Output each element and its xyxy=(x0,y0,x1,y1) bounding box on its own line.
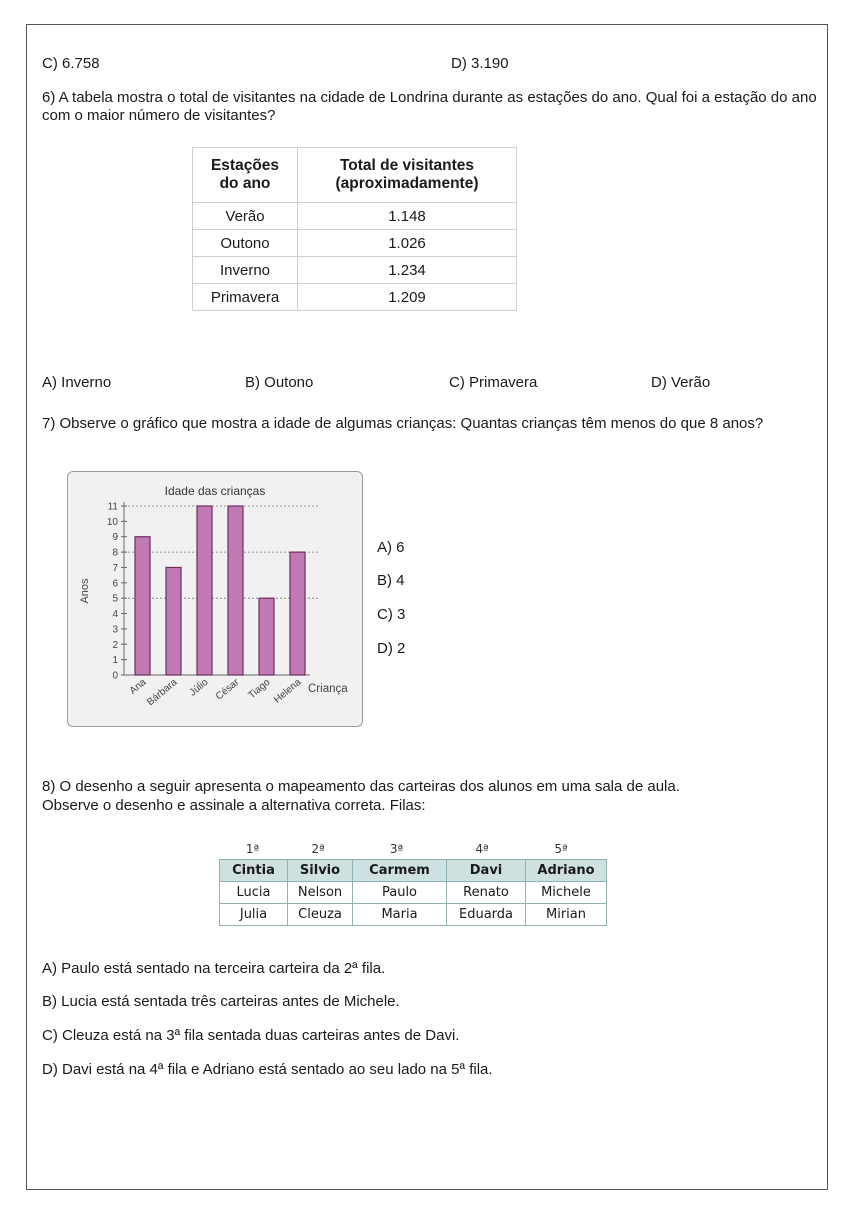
q8-option-b: B) Lucia está sentada três carteiras antes de Michele. xyxy=(42,993,400,1010)
table-row xyxy=(193,284,517,311)
season-cell: Verão xyxy=(193,203,298,230)
bar xyxy=(290,552,305,675)
q6-question: 6) A tabela mostra o total de visitantes na cidade de Londrina durante as estações do ano. Qual foi a estação do ano com o maior número de visitantes? xyxy=(42,89,817,124)
table-row xyxy=(193,203,517,230)
seat-cell: Eduarda xyxy=(447,904,526,926)
bar xyxy=(197,506,212,675)
age-bar-chart xyxy=(68,472,362,726)
row-label: 1ª xyxy=(245,842,260,856)
q5-option-c: C) 6.758 xyxy=(42,55,100,72)
worksheet-page xyxy=(26,24,828,1190)
y-tick-label: 1 xyxy=(112,655,118,667)
seat-cell: Paulo xyxy=(353,882,447,904)
season-cell: Inverno xyxy=(193,257,298,284)
y-tick-label: 3 xyxy=(112,624,118,636)
x-axis-label: Criança xyxy=(308,683,348,695)
y-tick-label: 5 xyxy=(112,593,118,605)
visitors-cell: 1.026 xyxy=(298,230,517,257)
visitors-cell: 1.234 xyxy=(298,257,517,284)
seat-cell: Renato xyxy=(447,882,526,904)
seat-cell: Michele xyxy=(526,882,607,904)
row-label: 4ª xyxy=(475,842,489,856)
q6-option-a: A) Inverno xyxy=(42,374,112,391)
q7-option-c: C) 3 xyxy=(377,606,406,623)
age-chart-panel xyxy=(67,471,363,727)
q7-option-d: D) 2 xyxy=(377,640,406,657)
x-tick-label: Tiago xyxy=(246,676,273,702)
visitors-cell: 1.209 xyxy=(298,284,517,311)
bar xyxy=(166,567,181,675)
season-cell: Primavera xyxy=(193,284,298,311)
y-tick-label: 9 xyxy=(112,532,118,544)
x-tick-label: Helena xyxy=(272,676,304,706)
table-row xyxy=(220,882,607,904)
bar xyxy=(135,537,150,675)
seat-cell: Carmem xyxy=(353,860,447,882)
header-visitors: Total de visitantes (aproximadamente) xyxy=(298,148,517,203)
y-tick-label: 11 xyxy=(107,501,118,513)
y-tick-label: 8 xyxy=(112,547,118,559)
y-tick-label: 10 xyxy=(106,516,118,528)
y-tick-label: 2 xyxy=(112,639,118,651)
header-seasons: Estações do ano xyxy=(193,148,298,203)
q8-option-a: A) Paulo está sentado na terceira carteira da 2ª fila. xyxy=(42,960,386,977)
table-row xyxy=(220,860,607,882)
q7-option-b: B) 4 xyxy=(377,572,405,589)
y-tick-label: 6 xyxy=(112,578,118,590)
seat-cell: Cintia xyxy=(220,860,288,882)
q7-option-a: A) 6 xyxy=(377,539,405,556)
visitors-table-header xyxy=(193,148,517,203)
seat-cell: Davi xyxy=(447,860,526,882)
seat-cell: Mirian xyxy=(526,904,607,926)
q8-option-d: D) Davi está na 4ª fila e Adriano está sentado ao seu lado na 5ª fila. xyxy=(42,1061,493,1078)
q8-question-line1: 8) O desenho a seguir apresenta o mapeamento das carteiras dos alunos em uma sala de aula. xyxy=(42,778,680,795)
bar xyxy=(259,598,274,675)
seat-cell: Silvio xyxy=(288,860,353,882)
x-tick-label: Bárbara xyxy=(145,676,180,709)
q7-question: 7) Observe o gráfico que mostra a idade de algumas crianças: Quantas crianças têm menos do que 8 anos? xyxy=(42,415,764,432)
seat-map xyxy=(219,839,607,926)
x-tick-label: Júlio xyxy=(187,676,211,699)
seat-cell: Julia xyxy=(220,904,288,926)
q6-option-b: B) Outono xyxy=(245,374,314,391)
q8-question-line2: Observe o desenho e assinale a alternativa correta. Filas: xyxy=(42,797,426,814)
row-label: 5ª xyxy=(554,842,568,856)
seat-cell: Lucia xyxy=(220,882,288,904)
x-tick-label: Ana xyxy=(127,676,149,697)
season-cell: Outono xyxy=(193,230,298,257)
q6-option-d: D) Verão xyxy=(651,374,711,391)
row-label: 3ª xyxy=(389,842,404,856)
row-label: 2ª xyxy=(311,842,325,856)
bar xyxy=(228,506,243,675)
chart-title: Idade das crianças xyxy=(164,484,266,498)
table-row xyxy=(220,904,607,926)
table-row xyxy=(193,257,517,284)
visitors-table xyxy=(192,147,517,311)
table-row xyxy=(193,230,517,257)
seat-cell: Cleuza xyxy=(288,904,353,926)
q8-option-c: C) Cleuza está na 3ª fila sentada duas carteiras antes de Davi. xyxy=(42,1027,460,1044)
y-axis-label: Anos xyxy=(79,578,91,604)
visitors-cell: 1.148 xyxy=(298,203,517,230)
q6-option-c: C) Primavera xyxy=(449,374,538,391)
seat-cell: Maria xyxy=(353,904,447,926)
y-tick-label: 4 xyxy=(112,609,118,621)
q5-option-d: D) 3.190 xyxy=(451,55,509,72)
y-tick-label: 7 xyxy=(112,562,118,574)
seat-cell: Nelson xyxy=(288,882,353,904)
seat-table xyxy=(219,859,607,926)
x-tick-label: César xyxy=(213,676,242,703)
y-tick-label: 0 xyxy=(112,670,118,682)
seat-cell: Adriano xyxy=(526,860,607,882)
row-labels xyxy=(219,839,607,859)
